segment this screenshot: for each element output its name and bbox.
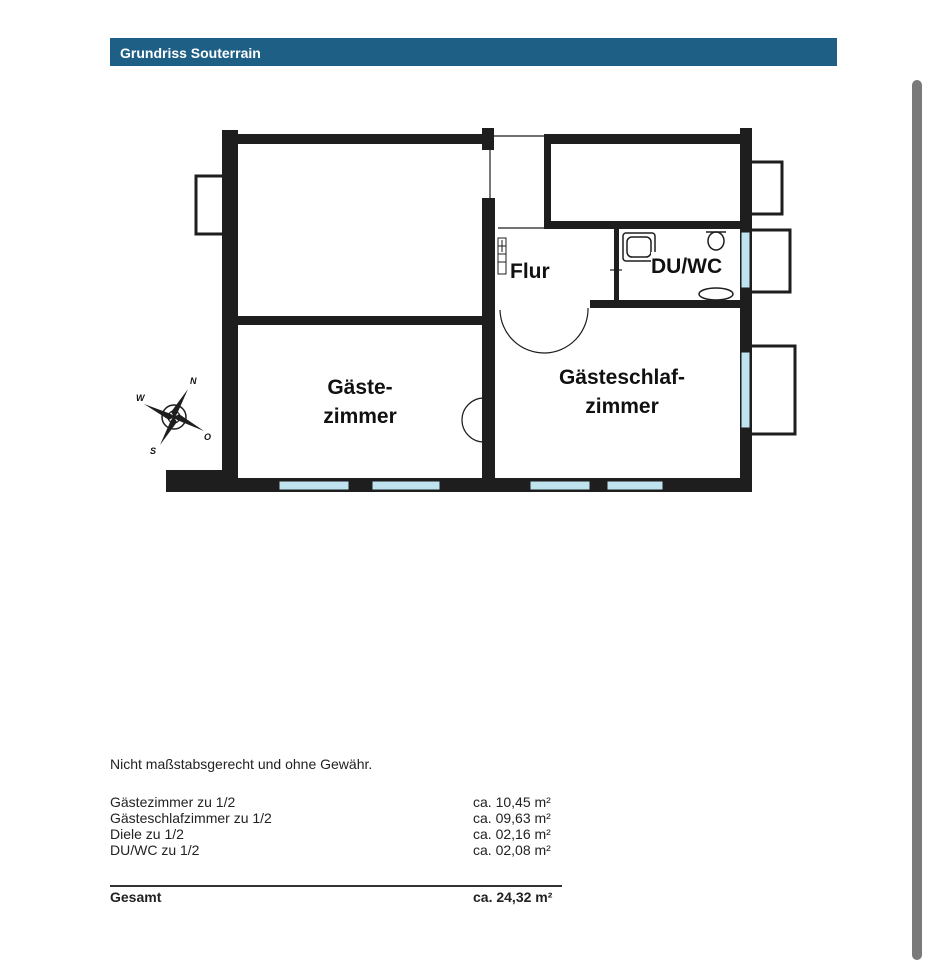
compass-east-label: O	[204, 432, 212, 442]
room-label-gaesteschlafzimmer: Gästeschlaf- zimmer	[558, 366, 686, 418]
section-title: Grundriss Souterrain	[120, 45, 261, 61]
compass-icon	[144, 389, 204, 445]
total-row	[110, 889, 562, 907]
room-label-gaestezimmer: Gäste- zimmer	[323, 376, 397, 428]
room-label-flur: Flur	[510, 260, 550, 283]
total-value: ca. 24,32 m²	[473, 889, 553, 905]
total-divider	[110, 885, 562, 887]
area-value: ca. 02,16 m²	[473, 826, 551, 842]
area-label: Diele zu 1/2	[110, 826, 184, 842]
area-row	[110, 794, 562, 810]
area-row	[110, 842, 562, 858]
area-row	[110, 826, 562, 842]
disclaimer: Nicht maßstabsgerecht und ohne Gewähr.	[110, 756, 373, 772]
area-value: ca. 02,08 m²	[473, 842, 551, 858]
area-row	[110, 810, 562, 826]
compass-west-label: W	[136, 393, 145, 403]
stair-icon	[498, 238, 506, 274]
area-value: ca. 09,63 m²	[473, 810, 551, 826]
area-label: Gästezimmer zu 1/2	[110, 794, 236, 810]
area-value: ca. 10,45 m²	[473, 794, 551, 810]
room-label-duwc: DU/WC	[651, 252, 722, 281]
vertical-scrollbar[interactable]	[912, 80, 922, 960]
compass-south-label: S	[150, 446, 157, 456]
total-label: Gesamt	[110, 889, 162, 905]
area-label: Gästeschlafzimmer zu 1/2	[110, 810, 272, 826]
area-label: DU/WC zu 1/2	[110, 842, 200, 858]
walls	[166, 128, 752, 492]
area-table	[110, 794, 562, 858]
compass-north-label: N	[190, 376, 197, 386]
